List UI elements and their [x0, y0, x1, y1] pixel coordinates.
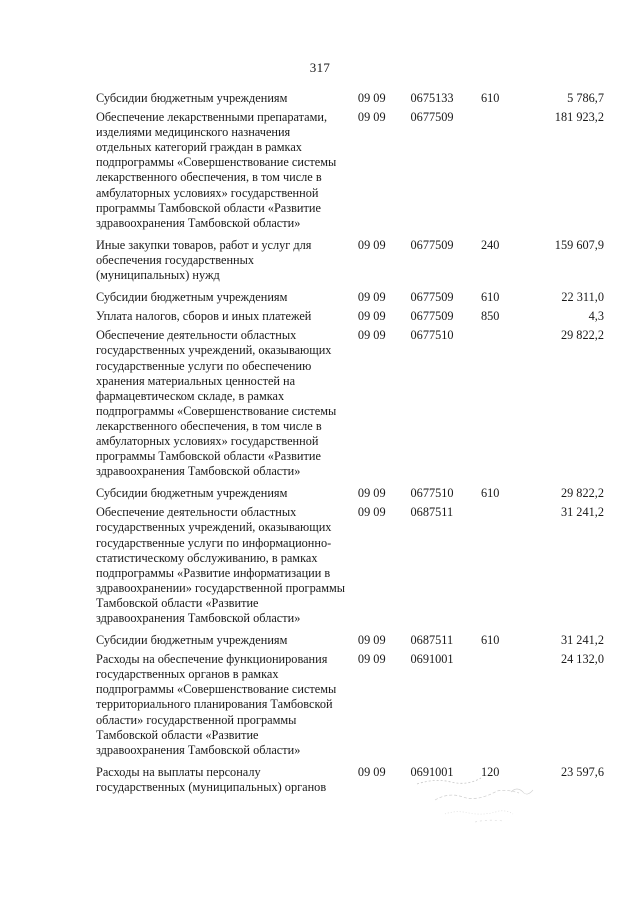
table-row	[96, 238, 608, 283]
amount-value: 23 597,6	[560, 764, 604, 779]
amount-value: 22 311,0	[561, 290, 604, 305]
expense-name: Уплата налогов, сборов и иных платежей	[96, 309, 312, 324]
expense-name: Обеспечение деятельности областных государственных учреждений, оказывающих государственные услуги по обеспечению хранения материальных ценностей на фармацевтическом складе, в рамках подпрограммы «Совершенствование системы лекарственного обеспечения, в том числе в амбулаторных условиях» государственной программы Тамбовской области «Развитие здравоохранения Тамбовской области»	[96, 328, 337, 479]
expense-name: Обеспечение деятельности областных государственных учреждений, оказывающих государственные услуги по информационно-статистическому обслуживанию, в рамках подпрограммы «Развитие информатизации в здравоохранении» государственной программы Тамбовской области «Развитие здравоохранения Тамбовской области»	[96, 505, 346, 625]
table-row	[96, 652, 608, 758]
section-code: 09 09	[357, 486, 386, 501]
amount-value: 29 822,2	[560, 486, 604, 501]
target-article-code: 0675133	[410, 91, 454, 105]
page-number: 317	[309, 60, 331, 75]
section-code: 09 09	[357, 633, 386, 648]
expense-kind-code: 610	[481, 633, 500, 648]
section-code: 09 09	[357, 652, 386, 667]
expense-name: Обеспечение лекарственными препаратами, изделиями медицинского назначения отдельных категорий граждан в рамках подпрограммы «Совершенствование системы лекарственного обеспечения, в том числе в амбулаторных условиях» государственной программы Тамбовской области «Развитие здравоохранения Тамбовской области»	[96, 110, 337, 230]
section-code: 09 09	[357, 764, 386, 779]
amount-value: 159 607,9	[554, 237, 604, 252]
section-code: 09 09	[357, 505, 386, 520]
table-row	[96, 309, 608, 324]
section-code: 09 09	[357, 110, 386, 125]
target-article-code: 0677509	[410, 290, 454, 305]
amount-value: 24 132,0	[560, 652, 604, 667]
section-code: 09 09	[357, 309, 386, 324]
expense-name: Субсидии бюджетным учреждениям	[96, 633, 288, 648]
faint-stamp-mark	[415, 770, 545, 832]
expense-name: Расходы на выплаты персоналу государственных (муниципальных) органов	[96, 764, 327, 794]
expense-name: Субсидии бюджетным учреждениям	[96, 290, 288, 305]
target-article-code: 0677509	[410, 110, 454, 125]
target-article-code: 0687511	[410, 633, 454, 648]
section-code: 09 09	[357, 237, 386, 252]
target-article-code: 0691001	[410, 652, 454, 667]
table-row	[96, 91, 608, 106]
target-article-code: 0687511	[410, 505, 454, 520]
target-article-code: 0691001	[410, 764, 454, 779]
expense-kind-code: 610	[481, 486, 500, 501]
budget-table	[96, 91, 608, 795]
target-article-code: 0677510	[410, 486, 454, 501]
section-code: 09 09	[357, 290, 386, 305]
target-article-code: 0677509	[410, 309, 454, 324]
expense-kind-code: 120	[481, 764, 500, 779]
target-article-code: 0677509	[410, 237, 454, 252]
expense-kind-code: 610	[481, 91, 500, 105]
expense-kind-code: 850	[481, 309, 500, 324]
table-row	[96, 505, 608, 626]
amount-value: 31 241,2	[560, 505, 604, 520]
expense-name: Иные закупки товаров, работ и услуг для обеспечения государственных (муниципальных) нужд	[96, 237, 312, 283]
amount-value: 31 241,2	[560, 633, 604, 648]
amount-value: 4,3	[588, 309, 604, 324]
table-row	[96, 486, 608, 501]
amount-value: 5 786,7	[567, 91, 604, 105]
table-row	[96, 290, 608, 305]
amount-value: 29 822,2	[560, 328, 604, 343]
expense-name: Субсидии бюджетным учреждениям	[96, 91, 288, 105]
expense-name: Субсидии бюджетным учреждениям	[96, 486, 288, 501]
section-code: 09 09	[357, 91, 386, 105]
target-article-code: 0677510	[410, 328, 454, 343]
expense-kind-code: 240	[481, 237, 500, 252]
expense-kind-code: 610	[481, 290, 500, 305]
table-row	[96, 110, 608, 231]
amount-value: 181 923,2	[554, 110, 604, 125]
section-code: 09 09	[357, 328, 386, 343]
expense-name: Расходы на обеспечение функционирования государственных органов в рамках подпрограммы «Совершенствование системы территориального планирования Тамбовской области» государственной программы Тамбовской области «Развитие здравоохранения Тамбовской области»	[96, 652, 337, 757]
table-row	[96, 328, 608, 479]
table-row	[96, 633, 608, 648]
